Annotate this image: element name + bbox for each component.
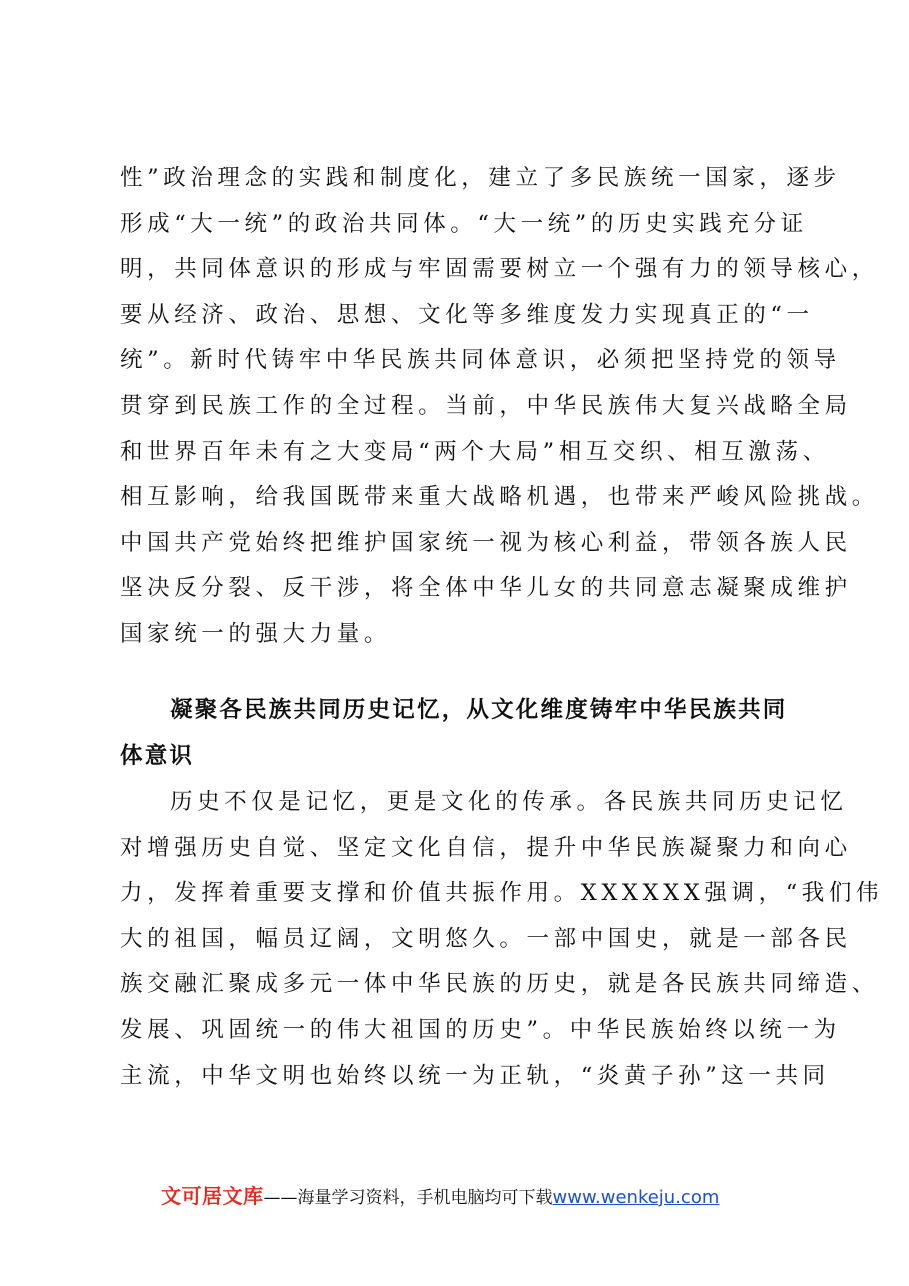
text-line: 主流，中华文明也始终以统一为正轨，“炎黄子孙”这一共同 [120, 1062, 830, 1089]
text-line: 贯穿到民族工作的全过程。当前，中华民族伟大复兴战略全局 [120, 392, 852, 419]
text-line: 对增强历史自觉、坚定文化自信，提升中华民族凝聚力和向心 [120, 834, 852, 861]
text-line: 族交融汇聚成多元一体中华民族的历史，就是各民族共同缔造、 [120, 971, 879, 998]
brand-name: 文可居文库 [161, 1184, 264, 1208]
paragraph-continued [120, 156, 879, 658]
text-line: 发展、巩固统一的伟大祖国的历史”。中华民族始终以统一为 [120, 1016, 841, 1043]
text-line: 力，发挥着重要支撑和价值共振作用。XXXXXX强调，“我们伟 [120, 880, 884, 907]
footer-banner [161, 1181, 719, 1211]
heading-line: 体意识 [120, 742, 195, 769]
text-line: 明，共同体意识的形成与牢固需要树立一个强有力的领导核心， [120, 256, 879, 283]
section-heading [120, 688, 800, 779]
paragraph [120, 780, 884, 1099]
text-line: 大的祖国，幅员辽阔，文明悠久。一部中国史，就是一部各民 [120, 925, 852, 952]
text-line: 历史不仅是记忆，更是文化的传承。各民族共同历史记忆 [170, 789, 848, 815]
text-line: 相互影响，给我国既带来重大战略机遇，也带来严峻风险挑战。 [120, 484, 879, 511]
text-line: 性”政治理念的实践和制度化，建立了多民族统一国家，逐步 [120, 165, 841, 191]
text-line: 中国共产党始终把维护国家统一视为核心利益，带领各族人民 [120, 529, 852, 556]
text-line: 统”。新时代铸牢中华民族共同体意识，必须把坚持党的领导 [120, 347, 841, 374]
website-link[interactable]: www.wenkeju.com [552, 1187, 720, 1208]
heading-line: 凝聚各民族共同历史记忆，从文化维度铸牢中华民族共同 [170, 697, 788, 723]
text-line: 国家统一的强大力量。 [120, 620, 392, 647]
text-line: 和世界百年未有之大变局“两个大局”相互交织、相互激荡、 [120, 438, 830, 465]
text-line: 形成“大一统”的政治共同体。“大一统”的历史实践充分证 [120, 210, 808, 237]
text-line: 坚决反分裂、反干涉，将全体中华儿女的共同意志凝聚成维护 [120, 575, 852, 602]
text-line: 要从经济、政治、思想、文化等多维度发力实现真正的“一 [120, 301, 814, 328]
footer-tagline: ——海量学习资料，手机电脑均可下载 [263, 1188, 553, 1208]
